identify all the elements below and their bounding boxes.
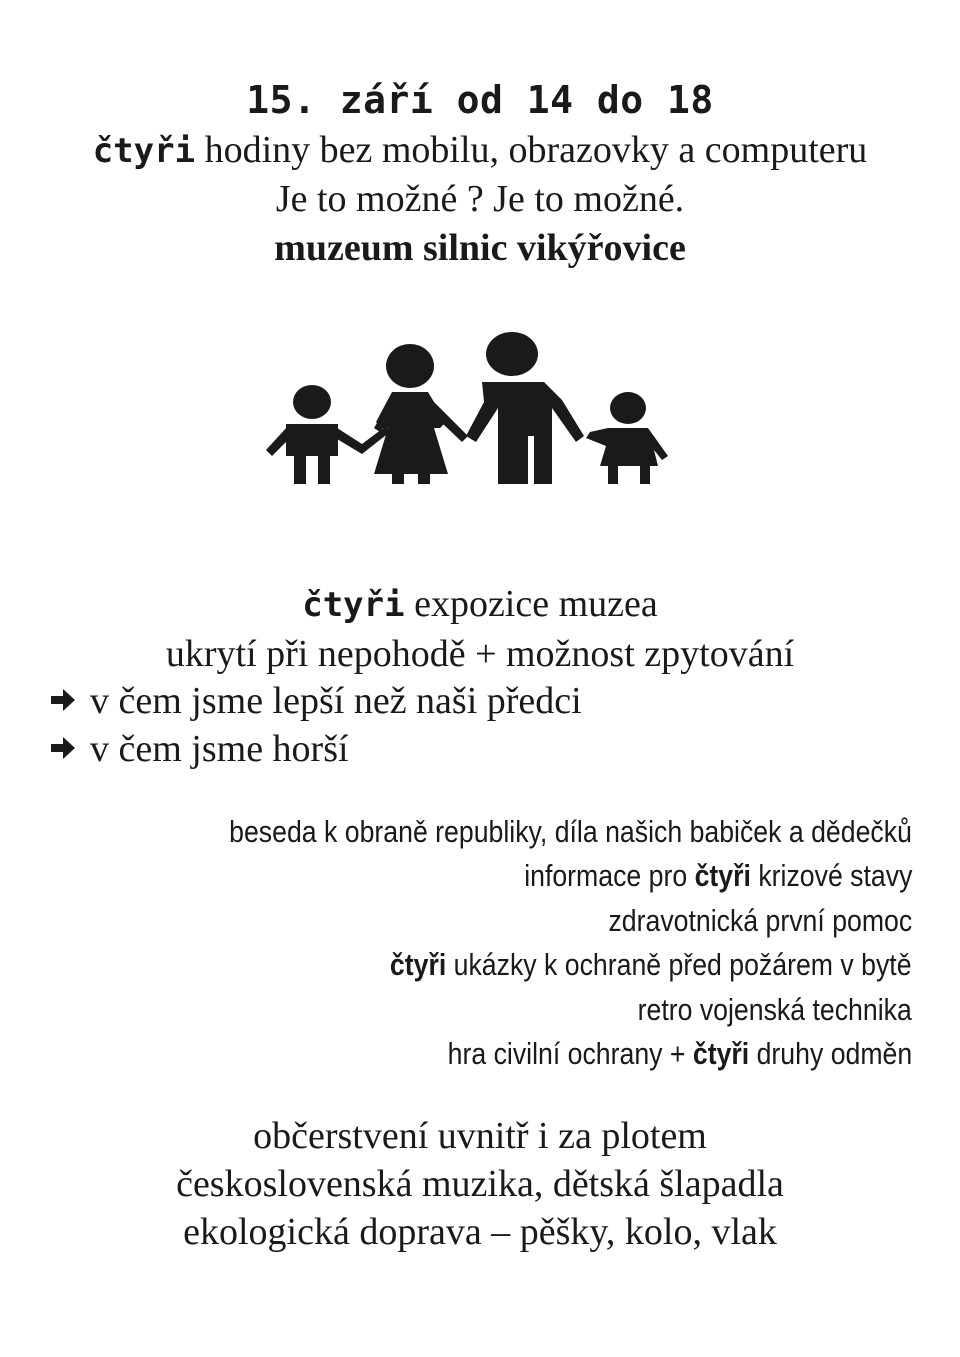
- subtitle-text: hodiny bez mobilu, obrazovky a computeru: [195, 129, 868, 171]
- arrow-right-icon: [50, 688, 76, 712]
- bullet-item: [50, 679, 582, 723]
- program-text: hra civilní ochrany +: [447, 1036, 693, 1071]
- shelter-line: ukrytí při nepohodě + možnost zpytování: [165, 633, 795, 675]
- program-item: [390, 947, 912, 983]
- keyword-ctyri: čtyři: [302, 585, 405, 625]
- footer-transport: ekologická doprava – pěšky, kolo, vlak: [183, 1211, 777, 1253]
- bullet-item: [50, 727, 349, 771]
- program-item: [524, 858, 912, 894]
- keyword-ctyri: čtyři: [694, 858, 751, 893]
- program-item: beseda k obraně republiky, díla našich babiček a dědečků: [229, 814, 912, 849]
- arrow-right-icon: [50, 736, 76, 760]
- footer-music: československá muzika, dětská šlapadla: [176, 1163, 784, 1205]
- program-text: informace pro: [523, 858, 695, 893]
- exhibits-text: expozice muzea: [404, 583, 658, 625]
- program-text: ukázky k ochraně před požárem v bytě: [446, 947, 912, 982]
- program-item: zdravotnická první pomoc: [608, 903, 912, 938]
- family-icon: [262, 332, 686, 490]
- program-text: krizové stavy: [750, 858, 912, 893]
- bullet-text: v čem jsme lepší než naši předci: [90, 680, 582, 722]
- program-text: druhy odměn: [748, 1036, 912, 1071]
- program-item: [447, 1036, 912, 1072]
- event-date: 15. září od 14 do 18: [246, 78, 714, 122]
- keyword-ctyri: čtyři: [92, 131, 196, 171]
- event-venue: muzeum silnic vikýřovice: [274, 227, 686, 269]
- exhibits-line: [0, 582, 960, 626]
- event-question: Je to možné ? Je to možné.: [275, 178, 685, 220]
- keyword-ctyri: čtyři: [692, 1036, 749, 1071]
- bullet-text: v čem jsme horší: [90, 728, 349, 770]
- footer-refreshments: občerstvení uvnitř i za plotem: [253, 1115, 707, 1157]
- keyword-ctyri: čtyři: [390, 947, 447, 982]
- event-subtitle: [0, 128, 960, 172]
- program-item: retro vojenská technika: [637, 992, 912, 1027]
